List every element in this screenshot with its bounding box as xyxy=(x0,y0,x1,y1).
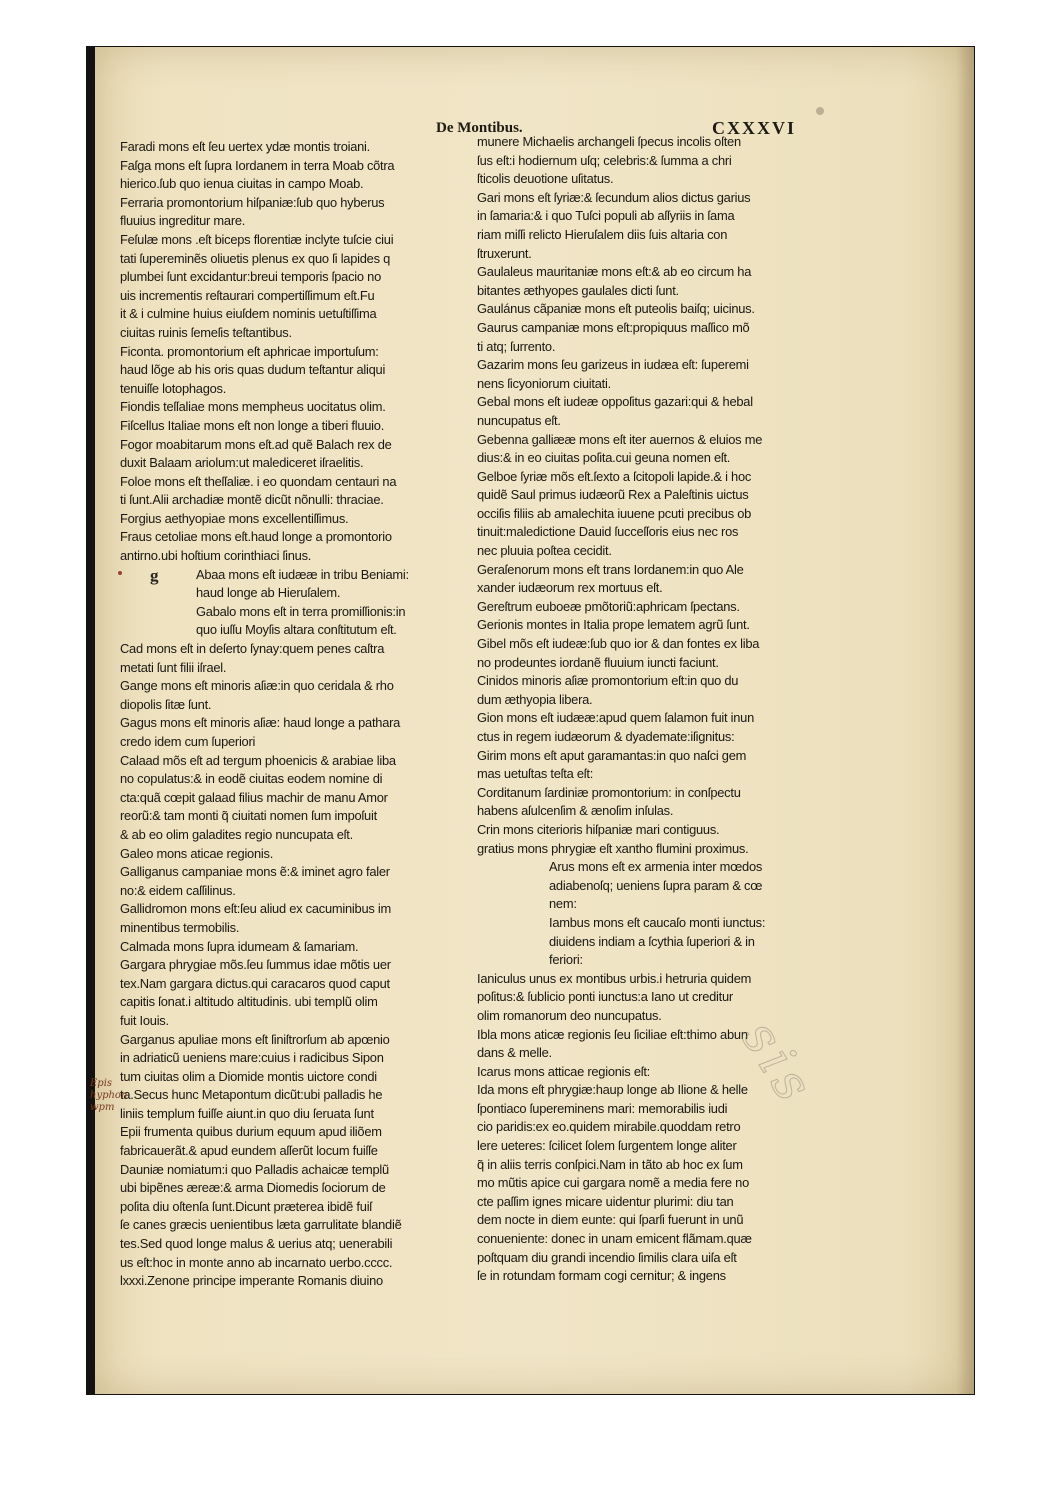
text-line: ſticolis deuotione uſitatus. xyxy=(477,171,614,187)
text-line: ſpontiaco ſupereminens mari: memorabilis iudi xyxy=(477,1100,728,1116)
text-line: fabricauerãt.& apud eundem aſſerũt locum fuiſſe xyxy=(120,1143,378,1159)
text-line: munere Michaelis archangeli ſpecus incolis oſten xyxy=(477,134,741,149)
text-line: ſe canes græcis uenientibus læta garrulitate blandiẽ xyxy=(120,1217,402,1233)
text-line: tex.Nam gargara dictus.qui caracaros quod caput xyxy=(120,975,390,991)
text-line: no copulatus:& in eodẽ ciuitas eodem nomine di xyxy=(120,771,383,787)
text-line: Feſulæ mons .eſt biceps florentiæ inclyte tuſcie ciui xyxy=(120,231,394,247)
text-line: uis incrementis reſtaurari compertiſſimum eſt.Fu xyxy=(120,287,375,303)
text-line: ſus eſt:i hodiernum uſq; celebris:& ſumma a chri xyxy=(477,152,732,168)
text-line: Gagus mons eſt minoris aſiæ: haud longe a pathara xyxy=(120,715,401,731)
text-line: Fiondis teſſaliae mons mempheus uocitatus olim. xyxy=(120,399,386,415)
text-line: poſtquam diu grandi incendio ſimilis clara uiſa eſt xyxy=(477,1249,737,1265)
text-line: Gebal mons eſt iudeæ oppoſitus gazari:qui & hebal xyxy=(477,394,753,410)
text-line: Gelboe ſyriæ mõs eſt.ſexto a ſcitopoli lapide.& i hoc xyxy=(477,468,752,484)
text-line: credo idem cum ſuperiori xyxy=(120,734,256,749)
text-line: Gaulaleus mauritaniæ mons eſt:& ab eo circum ha xyxy=(477,264,752,280)
handwritten-margin-note: Epis hyphon wpm xyxy=(90,1078,128,1113)
text-line: duxit Balaam ariolum:ut malediceret iſraelitis. xyxy=(120,455,364,471)
text-line: poſita diu oſtenſa ſunt.Dicunt præterea ibidẽ fuiſ xyxy=(120,1198,372,1214)
text-line: tati ſupereminẽs oliuetis plenus ex quo ſi lapides q xyxy=(120,250,391,266)
text-line: & ab eo olim galadites regio nuncupata eſt. xyxy=(120,826,353,842)
text-line: Ficonta. promontorium eſt aphricae importuſum: xyxy=(120,343,379,359)
text-line: Girim mons eſt aput garamantas:in quo naſci gem xyxy=(477,747,747,763)
text-line: dem nocte in diem eunte: qui ſparſi fuerunt in unũ xyxy=(477,1212,744,1228)
text-line: Ianiculus unus ex montibus urbis.i hetruria quidem xyxy=(477,970,752,986)
text-line: Gargara phrygiae mõs.ſeu ſummus idae mõtis uer xyxy=(120,957,391,973)
text-line: Crin mons citerioris hiſpaniæ mari contiguus. xyxy=(477,821,720,837)
text-line: tum ciuitas olim a Diomide montis uictore condi xyxy=(120,1068,377,1084)
text-line: Fraus cetoliae mons eſt.haud longe a promontorio xyxy=(120,529,392,545)
text-line: tes.Sed quod longe malus & uerius atq; uenerabili xyxy=(120,1236,393,1252)
text-line: Galliganus campaniae mons ẽ:& iminet agro faler xyxy=(120,864,390,880)
text-line: mo mũtis apice cui gargara nomẽ a media fere no xyxy=(477,1175,749,1191)
text-line: quo iuſſu Moyſis altara conſtitutum eſt. xyxy=(196,622,397,638)
text-line: adiabenoſq; ueniens ſupra param & cœ xyxy=(549,877,763,893)
text-line: conueniente: donec in unam emicent flãmam.quæ xyxy=(477,1231,752,1247)
text-line: Arus mons eſt ex armenia inter mœdos xyxy=(549,859,763,875)
text-line: plumbei ſunt excidantur:breui temporis ſpacio no xyxy=(120,269,382,285)
text-line: nens ſicyoniorum ciuitati. xyxy=(477,375,611,391)
text-line: ſtruxerunt. xyxy=(477,245,532,261)
text-line: Geraſenorum mons eſt trans Iordanem:in quo Ale xyxy=(477,561,744,577)
folio-number: CXXXVI xyxy=(712,118,796,138)
text-line: no prodeuntes iordanẽ fluuium iuncti faciunt. xyxy=(477,654,719,670)
text-line: dum æthyopia libera. xyxy=(477,691,593,707)
text-line: Ida mons eſt phrygiæ:haup longe ab Ilione & helle xyxy=(477,1082,748,1098)
text-line: ta.Secus hunc Metapontum dicũt:ubi palladis he xyxy=(120,1087,383,1103)
text-line: minentibus termobilis. xyxy=(120,919,240,935)
watermark: sis xyxy=(729,1010,827,1117)
text-line: tinuit:maledictione Dauid ſucceſſoris eius nec ros xyxy=(477,524,739,540)
text-line: nuncupatus eſt. xyxy=(477,412,561,428)
text-line: Gereſtrum euboeæ pmõtoriũ:aphricam ſpectans. xyxy=(477,598,740,614)
text-line: Gibel mõs eſt iudeæ:ſub quo ior & dan fontes ex liba xyxy=(477,636,760,652)
text-line: ti ſunt.Alii archadiæ montẽ dicũt nõnulli: thraciae. xyxy=(120,492,384,508)
text-line: cte paſſim ignes micare uidentur plurimi: diu tan xyxy=(477,1193,734,1209)
text-line: ubi bipẽnes æreæ:& arma Diomedis ſociorum de xyxy=(120,1180,386,1196)
text-line: Abaa mons eſt iudææ in tribu Beniami: xyxy=(196,566,409,582)
text-line: antirno.ubi hoſtium corinthiaci ſinus. xyxy=(120,548,312,564)
text-line: Gazarim mons ſeu garizeus in iudæa eſt: ſuperemi xyxy=(477,357,749,373)
text-line: gratius mons phrygiæ eſt xantho flumini proximus. xyxy=(477,840,749,856)
text-line: Calmada mons ſupra idumeam & ſamariam. xyxy=(120,938,359,954)
text-line: ctus in regem iudæorum & dyademate:iſignitus: xyxy=(477,729,735,744)
text-line: haud lõge ab his oris quas dudum teſtantur aliqui xyxy=(120,362,386,378)
text-line: diopolis ſitæ ſunt. xyxy=(120,696,212,712)
text-line: Fiſcellus Italiae mons eſt non longe a tiberi fluuio. xyxy=(120,417,385,433)
text-line: Gebenna galliææ mons eſt iter auernos & eluios me xyxy=(477,431,763,447)
text-line: Cinidos minoris aſiæ promontorium eſt:in quo du xyxy=(477,673,739,689)
text-line: fuit Iouis. xyxy=(120,1012,169,1028)
text-line: dius:& in eo ciuitas poſita.cui geuna nomen eſt. xyxy=(477,450,731,466)
text-line: nem: xyxy=(549,896,577,912)
text-line: Gabalo mons eſt in terra promiſſionis:in xyxy=(196,603,406,619)
text-line: Icarus mons atticae regionis eſt: xyxy=(477,1063,651,1079)
text-line: Forgius aethyopiae mons excellentiſſimus. xyxy=(120,510,349,526)
text-line: riam miſſi relicto Hieruſalem diis ſuis altaria con xyxy=(477,226,728,242)
text-line: haud longe ab Hieruſalem. xyxy=(196,585,341,601)
text-line: liniis templum fuiſſe aiunt.in quo diu ſeruata ſunt xyxy=(120,1105,374,1121)
text-line: poſitus:& ſublicio ponti iunctus:a Iano ut creditur xyxy=(477,989,733,1005)
text-line: q̃ in aliis terris conſpici.Nam in tãto ab hoc ex ſum xyxy=(477,1156,743,1172)
text-line: fluuius ingreditur mare. xyxy=(120,213,246,229)
text-line: olim romanorum deo nuncupatus. xyxy=(477,1007,662,1023)
text-line: in adriaticũ ueniens mare:cuius i radicibus Sipon xyxy=(120,1050,384,1066)
text-line: lere ueteres: ſcilicet ſolem ſurgentem longe aliter xyxy=(477,1138,737,1154)
text-line: feriori: xyxy=(549,952,583,968)
text-line: dans & melle. xyxy=(477,1045,552,1061)
text-line: Corditanum ſardiniæ promontorium: in conſpectu xyxy=(477,784,741,800)
text-line: Fogor moabitarum mons eſt.ad quẽ Balach rex de xyxy=(120,436,392,452)
text-line: Ferraria promontorium hiſpaniæ:ſub quo hyberus xyxy=(120,194,385,210)
text-line: Calaad mõs eſt ad tergum phoenicis & arabiae liba xyxy=(120,752,396,768)
text-line: Gaurus campaniæ mons eſt:propiquus maſſico mõ xyxy=(477,319,750,335)
text-line: capitis ſonat.i altitudo altitudinis. ubi templũ olim xyxy=(120,994,378,1010)
text-line: Gerionis montes in Italia prope lematem agrũ ſunt. xyxy=(477,617,750,633)
text-line: ſe in rotundam formam cogi cernitur; & ingens xyxy=(477,1268,726,1284)
text-line: Faſga mons eſt ſupra Iordanem in terra Moab cõtra xyxy=(120,157,395,173)
text-line: xander iudæorum rex mortuus eſt. xyxy=(477,580,663,596)
text-line: ti atq; ſurrento. xyxy=(477,338,556,354)
text-line: us eſt:hoc in monte anno ab incarnato uerbo.cccc. xyxy=(120,1254,393,1270)
text-line: nec pluuia poſtea cecidit. xyxy=(477,543,612,559)
text-line: Ibla mons aticæ regionis ſeu ſiciliae eſt:thimo abun xyxy=(477,1026,748,1042)
text-line: Cad mons eſt in deſerto ſynay:quem penes caſtra xyxy=(120,641,385,657)
text-line: Gion mons eſt iudææ:apud quem ſalamon fuit inun xyxy=(477,710,755,726)
text-line: reorũ:& tam monti q̃ ciuitati nomen ſum impoſuit xyxy=(120,808,377,824)
margin-letter: g xyxy=(150,566,159,585)
text-line: Gange mons eſt minoris aſiæ:in quo ceridala & rho xyxy=(120,678,394,694)
text-line: cio paridis:ex eo.quidem mirabile.quoddam retro xyxy=(477,1119,741,1135)
margin-dot xyxy=(118,571,122,575)
text-line: in ſamaria:& i quo Tuſci populi ab aſſyriis in ſama xyxy=(477,208,735,224)
text-line: Garganus apuliae mons eſt ſiniſtrorſum ab apœnio xyxy=(120,1031,390,1047)
text-line: cta:quã cœpit galaad filius machir de manu Amor xyxy=(120,789,388,805)
text-line: Faradi mons eſt ſeu uertex ydæ montis troiani. xyxy=(120,139,371,154)
text-line: mas uetuſtas teſta eſt: xyxy=(477,766,594,782)
text-line: no:& eidem caſſilinus. xyxy=(120,882,236,898)
text-line: Epii frumenta quibus durium equum apud iliõem xyxy=(120,1124,382,1140)
running-title: De Montibus. xyxy=(436,120,523,136)
text-line: lxxxi.Zenone principe imperante Romanis diuino xyxy=(120,1273,383,1289)
text-line: Foloe mons eſt theſſaliæ. i eo quondam centauri na xyxy=(120,473,397,489)
text-line: hierico.ſub quo ienua ciuitas in campo Moab. xyxy=(120,176,364,192)
paper-stain xyxy=(816,107,824,115)
text-line: occiſis filiis ab amalechita iuuene pcuti precibus ob xyxy=(477,505,752,521)
text-line: metati ſunt filii iſrael. xyxy=(120,659,227,675)
left-column xyxy=(120,138,472,1291)
text-line: quidẽ Saul primus iudæorũ Rex a Paleſtinis uictus xyxy=(477,487,749,503)
text-line: Galeo mons aticae regionis. xyxy=(120,845,274,861)
text-line: Gallidromon mons eſt:ſeu aliud ex cacuminibus im xyxy=(120,901,392,917)
text-line: ciuitas ruinis ſemeſis teſtantibus. xyxy=(120,324,292,340)
text-line: habens aſulcenſim & ænoſim inſulas. xyxy=(477,803,674,819)
text-line: bitantes æthyopes gaulales dicti ſunt. xyxy=(477,282,679,298)
text-line: diuidens indiam a ſcythia ſuperiori & in xyxy=(549,933,755,949)
text-line: tenuiſſe lotophagos. xyxy=(120,380,227,396)
text-line: Dauniæ nomiatum:i quo Palladis achaicæ templũ xyxy=(120,1161,389,1177)
text-line: Gaulánus cãpaniæ mons eſt puteolis baiſq; uicinus. xyxy=(477,301,755,317)
text-line: it & i culmine huius eiuſdem nominis uetuſtiſſima xyxy=(120,306,377,322)
text-line: Iambus mons eſt caucaſo monti iunctus: xyxy=(549,914,766,930)
text-line: Gari mons eſt ſyriæ:& ſecundum alios dictus garius xyxy=(477,189,751,205)
